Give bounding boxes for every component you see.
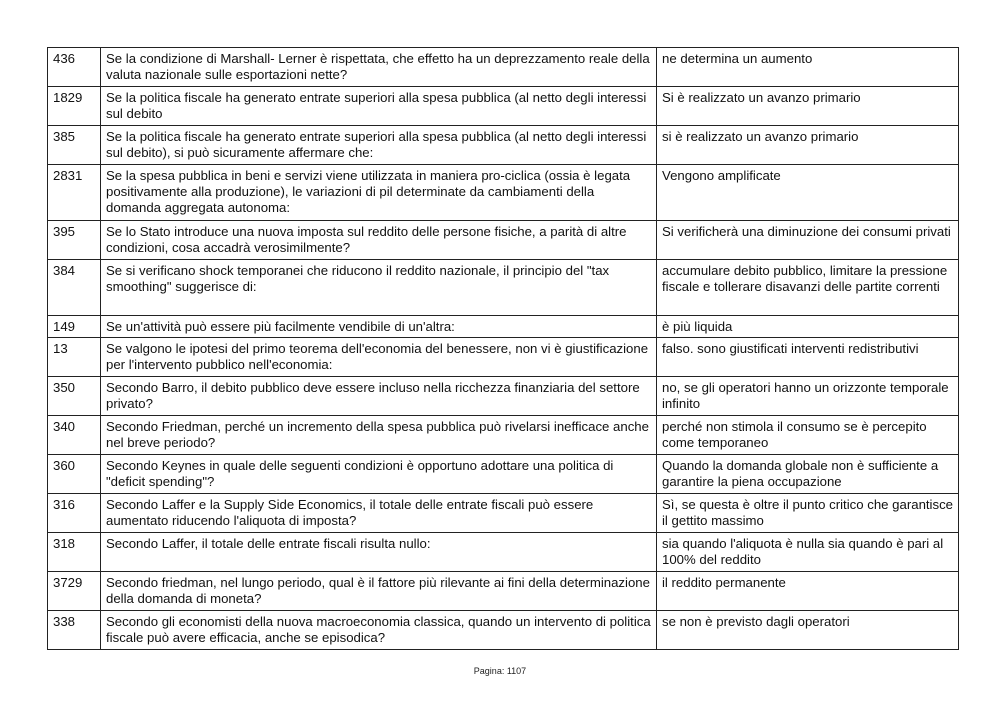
question-text: Secondo Laffer, il totale delle entrate fiscali risulta nullo:: [101, 533, 657, 572]
question-id: 385: [48, 126, 101, 165]
answer-text: ne determina un aumento: [657, 48, 959, 87]
answer-text: accumulare debito pubblico, limitare la pressione fiscale e tollerare disavanzi delle partite correnti: [657, 260, 959, 316]
question-text: Se la condizione di Marshall- Lerner è rispettata, che effetto ha un deprezzamento reale della valuta nazionale sulle esportazioni nette?: [101, 48, 657, 87]
table-row: [48, 377, 959, 416]
question-id: 360: [48, 455, 101, 494]
question-text: Secondo friedman, nel lungo periodo, qual è il fattore più rilevante ai fini della determinazione della domanda di moneta?: [101, 572, 657, 611]
table-row: [48, 87, 959, 126]
question-text: Se un'attività può essere più facilmente vendibile di un'altra:: [101, 316, 657, 338]
question-text: Secondo Laffer e la Supply Side Economics, il totale delle entrate fiscali può essere aumentato riducendo l'aliquota di imposta?: [101, 494, 657, 533]
answer-text: no, se gli operatori hanno un orizzonte temporale infinito: [657, 377, 959, 416]
table-row: [48, 533, 959, 572]
question-id: 318: [48, 533, 101, 572]
question-text: Se valgono le ipotesi del primo teorema dell'economia del benessere, non vi è giustificazione per l'intervento pubblico nell'economia:: [101, 338, 657, 377]
answer-text: Si è realizzato un avanzo primario: [657, 87, 959, 126]
qa-table: [47, 47, 959, 650]
table-row: [48, 416, 959, 455]
question-text: Se la spesa pubblica in beni e servizi viene utilizzata in maniera pro-ciclica (ossia è legata positivamente alla produzione), le variazioni di pil determinate da cambiamenti della domanda aggregata autonoma:: [101, 165, 657, 221]
answer-text: è più liquida: [657, 316, 959, 338]
question-id: 316: [48, 494, 101, 533]
table-row: [48, 338, 959, 377]
table-row: [48, 316, 959, 338]
answer-text: se non è previsto dagli operatori: [657, 611, 959, 650]
question-id: 338: [48, 611, 101, 650]
table-row: [48, 455, 959, 494]
answer-text: Si verificherà una diminuzione dei consumi privati: [657, 221, 959, 260]
answer-text: si è realizzato un avanzo primario: [657, 126, 959, 165]
answer-text: perché non stimola il consumo se è percepito come temporaneo: [657, 416, 959, 455]
question-id: 384: [48, 260, 101, 316]
table-row: [48, 165, 959, 221]
answer-text: Sì, se questa è oltre il punto critico che garantisce il gettito massimo: [657, 494, 959, 533]
question-id: 340: [48, 416, 101, 455]
question-text: Se lo Stato introduce una nuova imposta sul reddito delle persone fisiche, a parità di altre condizioni, cosa accadrà verosimilmente?: [101, 221, 657, 260]
question-text: Secondo Friedman, perché un incremento della spesa pubblica può rivelarsi inefficace anche nel breve periodo?: [101, 416, 657, 455]
question-id: 436: [48, 48, 101, 87]
answer-text: il reddito permanente: [657, 572, 959, 611]
question-id: 1829: [48, 87, 101, 126]
question-text: Se la politica fiscale ha generato entrate superiori alla spesa pubblica (al netto degli interessi sul debito: [101, 87, 657, 126]
question-text: Se si verificano shock temporanei che riducono il reddito nazionale, il principio del "tax smoothing" suggerisce di:: [101, 260, 657, 316]
question-id: 395: [48, 221, 101, 260]
table-row: [48, 126, 959, 165]
answer-text: Vengono amplificate: [657, 165, 959, 221]
question-id: 3729: [48, 572, 101, 611]
table-row: [48, 494, 959, 533]
table-row: [48, 611, 959, 650]
question-id: 2831: [48, 165, 101, 221]
question-id: 350: [48, 377, 101, 416]
question-text: Se la politica fiscale ha generato entrate superiori alla spesa pubblica (al netto degli interessi sul debito), si può sicuramente affermare che:: [101, 126, 657, 165]
table-row: [48, 48, 959, 87]
question-text: Secondo Barro, il debito pubblico deve essere incluso nella ricchezza finanziaria del settore privato?: [101, 377, 657, 416]
answer-text: sia quando l'aliquota è nulla sia quando è pari al 100% del reddito: [657, 533, 959, 572]
question-text: Secondo Keynes in quale delle seguenti condizioni è opportuno adottare una politica di "deficit spending"?: [101, 455, 657, 494]
table-row: [48, 221, 959, 260]
question-id: 149: [48, 316, 101, 338]
answer-text: falso. sono giustificati interventi redistributivi: [657, 338, 959, 377]
answer-text: Quando la domanda globale non è sufficiente a garantire la piena occupazione: [657, 455, 959, 494]
question-id: 13: [48, 338, 101, 377]
page-number: Pagina: 1107: [473, 666, 527, 676]
table-row: [48, 260, 959, 316]
question-text: Secondo gli economisti della nuova macroeconomia classica, quando un intervento di politica fiscale può avere efficacia, anche se episodica?: [101, 611, 657, 650]
table-row: [48, 572, 959, 611]
